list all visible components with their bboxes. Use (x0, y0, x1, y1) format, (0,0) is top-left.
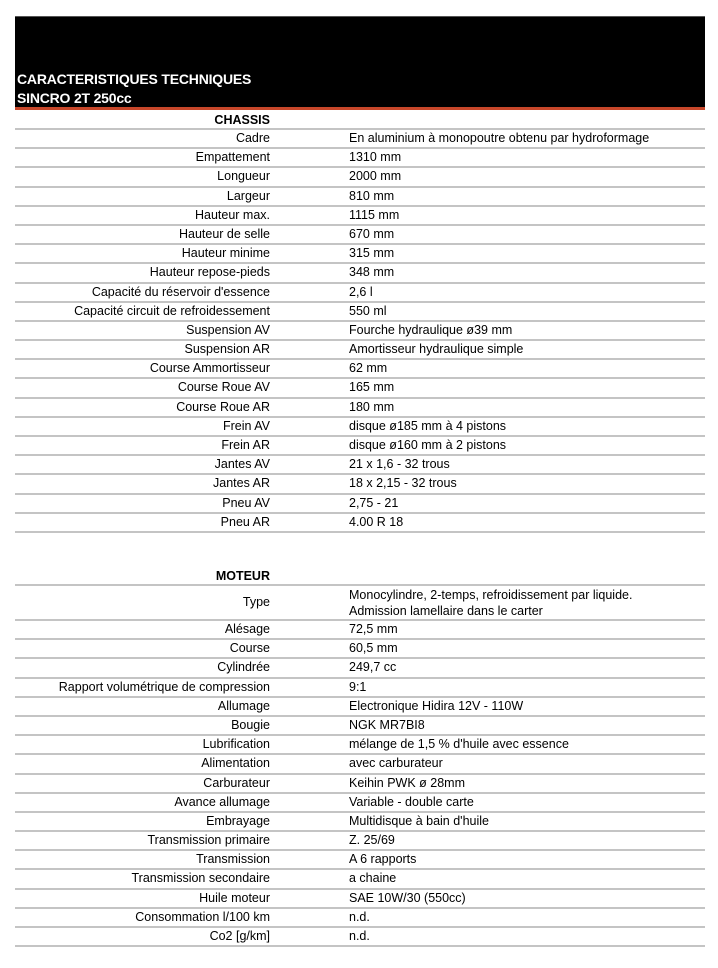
spec-value: mélange de 1,5 % d'huile avec essence (349, 737, 569, 752)
spec-row (15, 262, 705, 281)
spec-label: Consommation l/100 km (135, 909, 270, 924)
spec-row (15, 454, 705, 473)
spec-label: Pneu AR (220, 514, 270, 529)
spec-label: Lubrification (202, 737, 270, 752)
spec-label: Frein AR (221, 438, 270, 452)
spec-label: Cylindrée (217, 660, 270, 675)
spec-label: Suspension AR (184, 342, 270, 357)
spec-value: 4.00 R 18 (349, 514, 404, 529)
spec-label: Jantes AR (213, 476, 270, 491)
spec-value: 670 mm (349, 226, 395, 241)
spec-value: 249,7 cc (349, 660, 397, 675)
spec-value: Amortisseur hydraulique simple (349, 342, 524, 357)
spec-row (15, 638, 705, 657)
spec-value: 1115 mm (349, 207, 400, 222)
spec-value: 348 mm (349, 265, 395, 280)
spec-value: a chaine (349, 871, 397, 886)
spec-row (15, 619, 705, 638)
model-name: SINCRO 2T 250cc (17, 90, 132, 106)
spec-value (349, 587, 632, 619)
spec-value: 2,75 - 21 (349, 495, 399, 510)
spec-label: Alimentation (201, 756, 270, 771)
spec-value: n.d. (349, 929, 370, 943)
spec-label: Jantes AV (214, 457, 270, 472)
spec-label: Alésage (224, 622, 270, 636)
spec-label: Course Roue AR (176, 399, 270, 414)
spec-row (15, 320, 705, 339)
spec-row (15, 224, 705, 243)
spec-row (15, 282, 705, 301)
spec-row (15, 435, 705, 454)
spec-value: 1310 mm (349, 150, 402, 165)
moteur-section (15, 567, 705, 947)
spec-label: Huile moteur (199, 890, 270, 905)
spec-value: disque ø160 mm à 2 pistons (349, 438, 507, 452)
spec-value: 2,6 l (349, 284, 373, 299)
spec-row (15, 868, 705, 887)
spec-row (15, 888, 705, 907)
spec-row (15, 186, 705, 205)
spec-value: 550 ml (349, 303, 387, 318)
spec-value: disque ø185 mm à 4 pistons (349, 418, 507, 433)
spec-row (15, 397, 705, 416)
spec-row (15, 792, 705, 811)
spec-row (15, 734, 705, 753)
spec-label: Bougie (231, 717, 270, 732)
spec-row (15, 584, 705, 619)
spec-value: SAE 10W/30 (550cc) (349, 890, 466, 905)
spec-label: Co2 [g/km] (209, 929, 270, 943)
spec-row (15, 473, 705, 492)
spec-value: Fourche hydraulique ø39 mm (349, 322, 513, 337)
title-banner (15, 16, 705, 108)
spec-value: n.d. (349, 909, 370, 924)
spec-label: Largeur (226, 188, 270, 203)
spec-label: Type (242, 595, 270, 609)
spec-value: En aluminium à monopoutre obtenu par hydroformage (349, 131, 650, 145)
spec-row (15, 377, 705, 396)
spec-value: Variable - double carte (349, 794, 474, 809)
spec-value: Multidisque à bain d'huile (349, 813, 489, 828)
spec-value-line2: Admission lamellaire dans le carter (349, 604, 543, 618)
spec-label: Frein AV (222, 418, 270, 433)
spec-value: A 6 rapports (349, 852, 417, 867)
spec-label: Allumage (217, 698, 270, 713)
spec-label: Hauteur de selle (178, 226, 270, 241)
spec-value: NGK MR7BI8 (349, 717, 425, 732)
spec-row (15, 830, 705, 849)
spec-row (15, 512, 705, 533)
spec-row (15, 166, 705, 185)
spec-row (15, 205, 705, 224)
spec-value: Electronique Hidira 12V - 110W (349, 698, 524, 713)
spec-row (15, 128, 705, 147)
spec-row (15, 849, 705, 868)
spec-row (15, 416, 705, 435)
spec-row (15, 811, 705, 830)
spec-value: 2000 mm (349, 169, 402, 184)
section-title (15, 567, 705, 584)
spec-row (15, 301, 705, 320)
spec-row (15, 358, 705, 377)
spec-value: 315 mm (349, 246, 395, 261)
spec-value: 180 mm (349, 399, 395, 414)
spec-label: Rapport volumétrique de compression (58, 679, 270, 694)
spec-label: Embrayage (206, 813, 270, 828)
section-title (15, 111, 705, 128)
spec-row (15, 243, 705, 262)
section-title-text: CHASSIS (214, 113, 270, 127)
spec-row (15, 753, 705, 772)
spec-row (15, 339, 705, 358)
spec-label: Avance allumage (174, 794, 270, 809)
spec-label: Capacité du réservoir d'essence (91, 284, 270, 299)
spec-row (15, 696, 705, 715)
spec-value: avec carburateur (349, 756, 443, 771)
spec-label: Capacité circuit de refroidessement (74, 303, 270, 318)
spec-row (15, 926, 705, 947)
spec-value: 9:1 (349, 679, 367, 694)
spec-label: Cadre (235, 131, 270, 145)
spec-label: Pneu AV (222, 495, 270, 510)
spec-value: 62 mm (349, 361, 388, 376)
spec-value: 60,5 mm (349, 641, 398, 656)
document-title: CARACTERISTIQUES TECHNIQUES (17, 71, 252, 87)
spec-value: Keihin PWK ø 28mm (349, 775, 466, 790)
spec-value: Z. 25/69 (349, 833, 395, 848)
spec-row (15, 147, 705, 166)
spec-label: Longueur (217, 169, 270, 184)
spec-row (15, 677, 705, 696)
section-title-text: MOTEUR (215, 569, 270, 583)
spec-value: 18 x 2,15 - 32 trous (349, 476, 457, 491)
spec-label: Course Roue AV (177, 380, 270, 395)
spec-value: 165 mm (349, 380, 395, 395)
spec-label: Course Ammortisseur (149, 361, 270, 376)
spec-label: Hauteur repose-pieds (149, 265, 270, 280)
spec-label: Carburateur (203, 775, 270, 790)
spec-value: 810 mm (349, 188, 395, 203)
spec-label: Hauteur max. (194, 207, 270, 222)
spec-row (15, 715, 705, 734)
spec-value: 21 x 1,6 - 32 trous (349, 457, 450, 472)
spec-label: Hauteur minime (181, 246, 270, 261)
spec-row (15, 657, 705, 676)
chassis-section (15, 111, 705, 533)
spec-row (15, 907, 705, 926)
spec-label: Empattement (195, 150, 270, 165)
spec-label: Transmission primaire (147, 833, 270, 848)
spec-value: 72,5 mm (349, 622, 398, 636)
spec-value-line1: Monocylindre, 2-temps, refroidissement par liquide. (349, 588, 633, 602)
spec-row (15, 773, 705, 792)
spec-label: Suspension AV (186, 322, 270, 337)
spec-row (15, 493, 705, 512)
spec-label: Course (229, 641, 270, 656)
spec-label: Transmission secondaire (131, 871, 270, 886)
spec-label: Transmission (196, 852, 270, 867)
accent-divider (15, 107, 705, 110)
